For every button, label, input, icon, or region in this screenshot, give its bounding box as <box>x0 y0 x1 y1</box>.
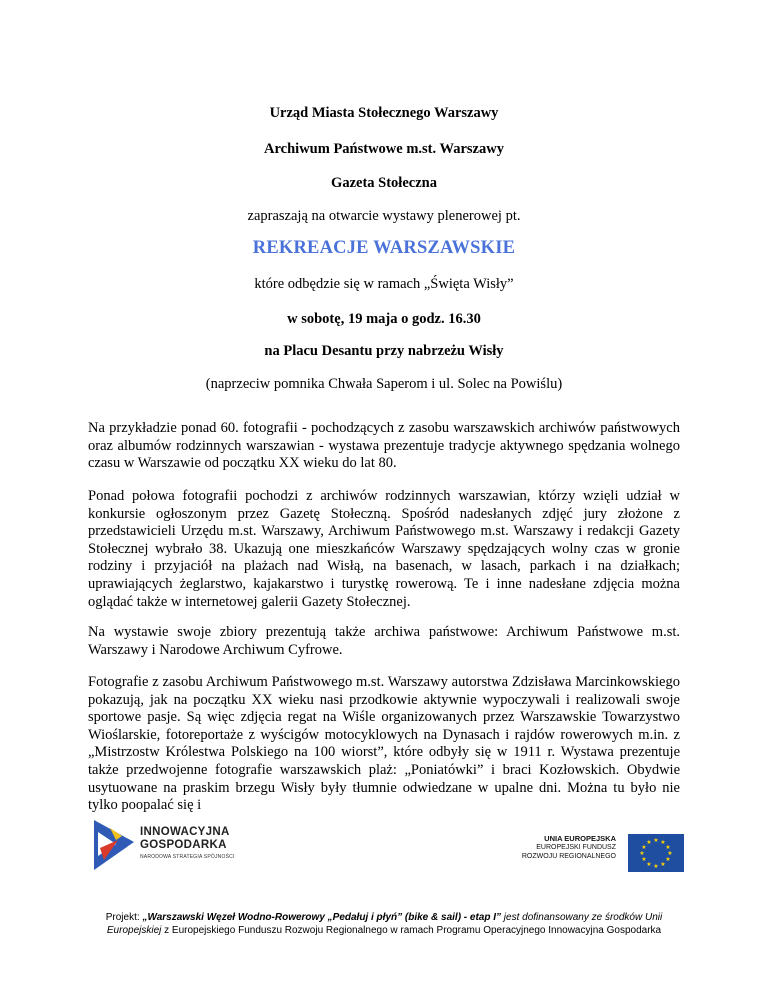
footer-mid: jest dofinansowany ze środków Unii <box>501 912 663 923</box>
svg-text:★: ★ <box>653 837 659 844</box>
innowacyjna-gospodarka-logo <box>88 816 256 876</box>
paragraph-archives: Na wystawie swoje zbiory prezentują także archiwa państwowe: Archiwum Państwowe m.st. Warszawy i Narodowe Archiwum Cyfrowe. <box>88 624 680 658</box>
event-place: na Placu Desantu przy nabrzeżu Wisły <box>264 343 504 359</box>
event-date: w sobotę, 19 maja o godz. 16.30 <box>287 311 481 327</box>
svg-text:★: ★ <box>641 844 647 851</box>
ig-star-icon <box>90 818 136 872</box>
footer-project-note <box>60 911 708 937</box>
place-note: (naprzeciw pomnika Chwała Saperom i ul. Solec na Powiślu) <box>205 376 563 392</box>
svg-text:★: ★ <box>665 856 671 863</box>
org-city-hall: Urząd Miasta Stołecznego Warszawy <box>269 105 499 121</box>
eu-logo <box>512 834 680 874</box>
svg-text:★: ★ <box>665 844 671 851</box>
svg-text:★: ★ <box>653 863 659 870</box>
svg-text:★: ★ <box>639 850 645 857</box>
footer-eu: Europejskiej <box>106 925 162 936</box>
footer-prefix: Projekt: <box>105 912 143 923</box>
footer-rest: z Europejskiego Funduszu Rozwoju Regionalnego w ramach Programu Operacyjnego Innowacyjna Gospodarka <box>161 925 662 936</box>
paragraph-contest: Ponad połowa fotografii pochodzi z archiwów rodzinnych warszawian, którzy wzięli udział w konkursie ogłoszonym przez Gazetę Stołeczną. Spośród nadesłanych zdjęć jury złożone z przedstawicieli Urzędu m.st. Warszawy, Archiwum Państwowego m.st. Warszawy i redakcji Gazety Stołecznej wybrało 38. Ukazują one mieszkańców Warszawy spędzających wolny czas w gronie rodziny i przyjaciół na plażach nad Wisłą, na basenach, w lasach, parkach i na działkach; uprawiających żeglarstwo, kajakarstwo i turystkę rowerową. Te i inne nadesłane zdjęcia można oglądać także w internetowej galerii Gazety Stołecznej. <box>88 488 680 610</box>
svg-text:★: ★ <box>660 839 666 846</box>
eu-flag-icon <box>628 834 684 872</box>
eu-logo-line3: ROZWOJU REGIONALNEGO <box>521 853 616 860</box>
ig-logo-line2: GOSPODARKA <box>140 839 227 851</box>
svg-text:★: ★ <box>660 861 666 868</box>
paragraph-intro: Na przykładzie ponad 60. fotografii - pochodzących z zasobu warszawskich archiwów państwowych oraz albumów rodzinnych warszawian - wystawa prezentuje tradycje aktywnego spędzania wolnego czasu w Warszawie od początku XX wieku do lat 80. <box>88 420 680 472</box>
event-line: które odbędzie się w ramach „Święta Wisły” <box>254 276 514 292</box>
exhibition-title: REKREACJE WARSZAWSKIE <box>252 238 516 258</box>
svg-text:★: ★ <box>646 839 652 846</box>
invitation-line: zapraszają na otwarcie wystawy plenerowej pt. <box>247 208 521 224</box>
svg-text:★: ★ <box>646 861 652 868</box>
footer-project-name: „Warszawski Węzeł Wodno-Rowerowy „Pedałuj i płyń” (bike & sail) - etap I” <box>142 912 502 923</box>
eu-logo-line2: EUROPEJSKI FUNDUSZ <box>536 844 616 851</box>
ig-logo-line1: INNOWACYJNA <box>140 826 230 838</box>
svg-text:★: ★ <box>667 850 673 857</box>
svg-text:★: ★ <box>641 856 647 863</box>
paragraph-photographs: Fotografie z zasobu Archiwum Państwowego m.st. Warszawy autorstwa Zdzisława Marcinkowskiego pokazują, jak na początku XX wieku nasi przodkowie aktywnie wypoczywali i realizowali swoje sportowe pasje. Są więc zdjęcia regat na Wiśle organizowanych przez Warszawskie Towarzystwo Wioślarskie, fotoreportaże z wyścigów motocyklowych na Dynasach i rajdów rowerowych m.in. z „Mistrzostw Królestwa Polskiego na 100 wiorst”, które odbyły się w 1911 r. Wystawa prezentuje także przedwojenne fotografie warszawskich plaż: „Poniatówki” i braci Kozłowskich. Obydwie usytuowane na praskim brzegu Wisły były tłumnie odwiedzane w upalne dni. Można tu było nie tylko poopalać się i <box>88 674 680 814</box>
eu-logo-text <box>512 834 616 861</box>
ig-logo-subtitle: NARODOWA STRATEGIA SPÓJNOŚCI <box>140 854 235 860</box>
org-gazette: Gazeta Stołeczna <box>331 175 437 191</box>
org-state-archive: Archiwum Państwowe m.st. Warszawy <box>264 141 504 157</box>
eu-logo-line1: UNIA EUROPEJSKA <box>544 834 616 843</box>
ig-logo-text <box>140 826 230 852</box>
